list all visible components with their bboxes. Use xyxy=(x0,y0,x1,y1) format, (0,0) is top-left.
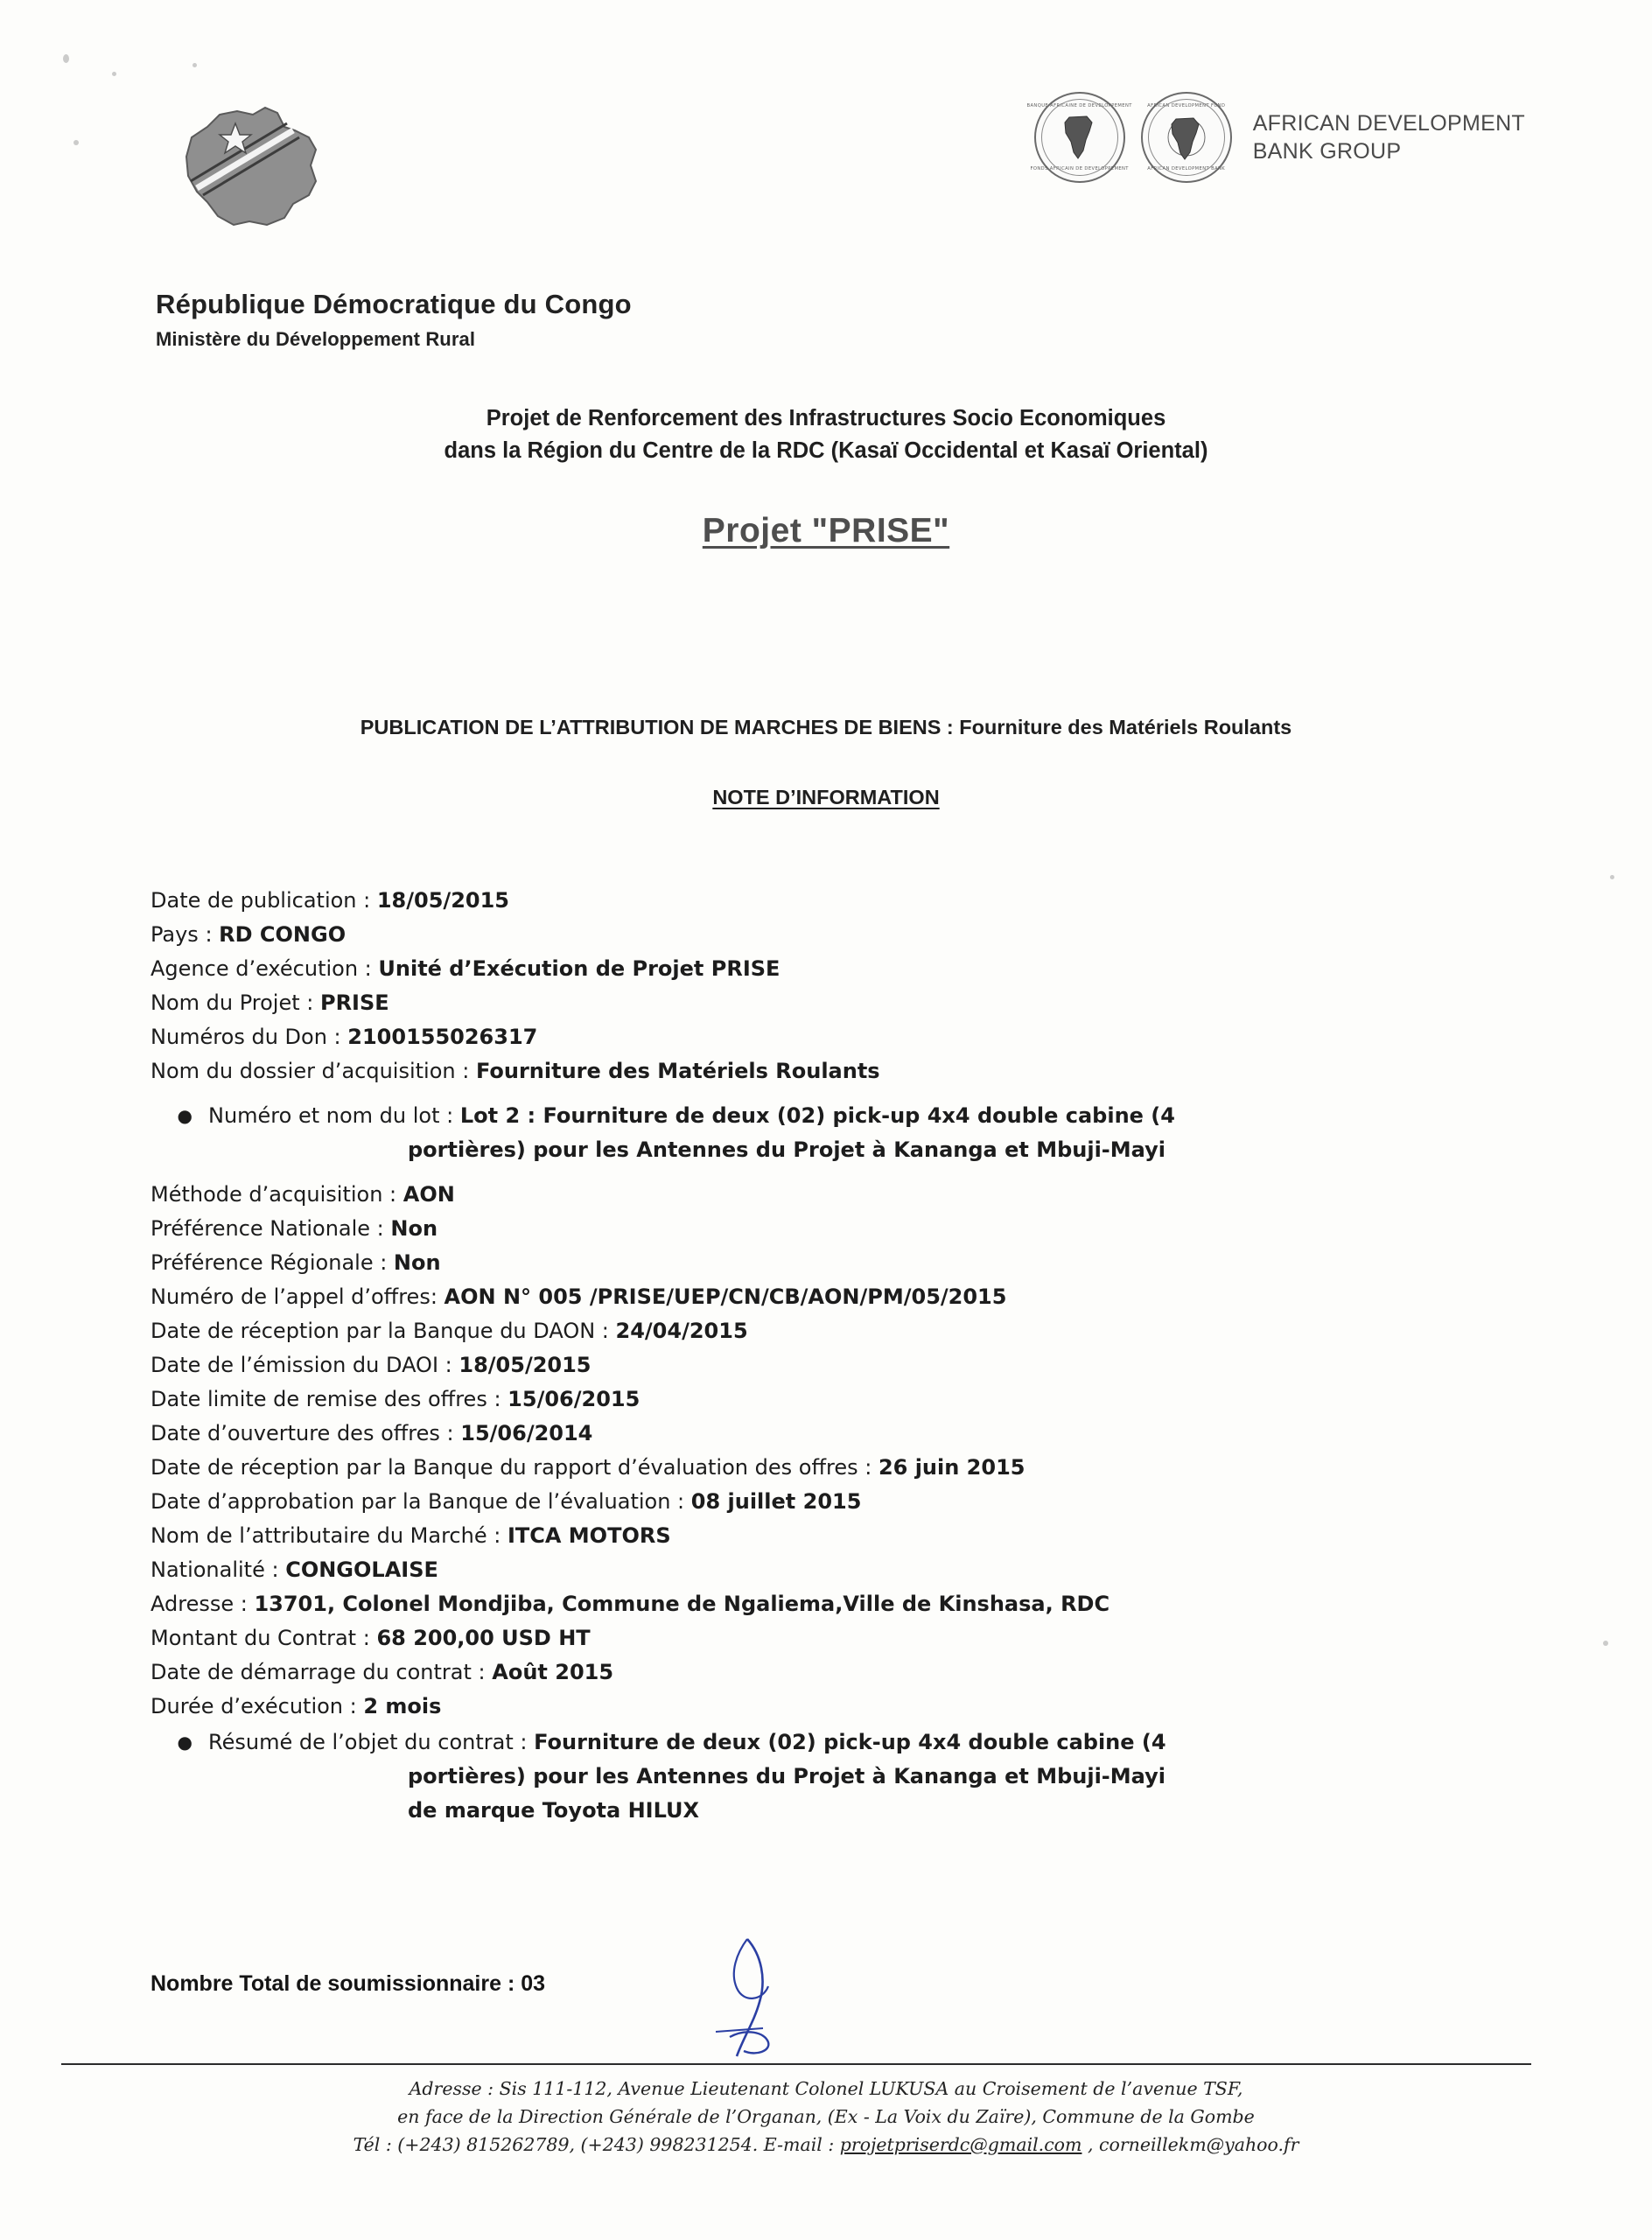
field-label: Agence d’exécution : xyxy=(150,956,379,981)
field-nom-dossier xyxy=(150,1054,1516,1088)
afdb-name-line2: BANK GROUP xyxy=(1252,139,1402,164)
field-label: Pays : xyxy=(150,922,220,947)
project-subtitle-line1: Projet de Renforcement des Infrastructures Socio Economiques xyxy=(486,406,1166,430)
field-date-limite-remise xyxy=(150,1382,1516,1417)
field-date-reception-rapport xyxy=(150,1451,1516,1485)
field-adresse xyxy=(150,1587,1516,1621)
field-label: Nom du Projet : xyxy=(150,990,320,1015)
field-label: Résumé de l’objet du contrat : xyxy=(208,1730,535,1754)
bullet-icon: ● xyxy=(177,1105,192,1126)
field-label: Date de réception par la Banque du rapport d’évaluation des offres : xyxy=(150,1455,878,1480)
afdb-seal-left-icon xyxy=(1026,92,1132,183)
seal-right-bottom-text: AFRICAN DEVELOPMENT BANK xyxy=(1147,166,1226,172)
field-value: AON N° 005 /PRISE/UEP/CN/CB/AON/PM/05/2015 xyxy=(444,1284,1007,1309)
field-date-approbation xyxy=(150,1485,1516,1519)
footer-address-line1: Adresse : Sis 111-112, Avenue Lieutenant Colonel LUKUSA au Croisement de l’avenue TSF, xyxy=(409,2078,1243,2099)
document-body xyxy=(150,884,1516,1838)
field-pays xyxy=(150,918,1516,952)
field-label: Numéros du Don : xyxy=(150,1025,348,1049)
field-montant-contrat xyxy=(150,1621,1516,1656)
publication-heading: PUBLICATION DE L’ATTRIBUTION DE MARCHES DE BIENS : Fourniture des Matériels Roulants xyxy=(360,716,1292,738)
afdb-name-line1: AFRICAN DEVELOPMENT xyxy=(1252,111,1525,136)
field-value: Fourniture de deux (02) pick-up 4x4 double cabine (4 xyxy=(534,1730,1166,1754)
field-value: RD CONGO xyxy=(219,922,346,947)
field-value: Fourniture des Matériels Roulants xyxy=(475,1059,880,1083)
field-agence-execution xyxy=(150,952,1516,986)
field-date-ouverture xyxy=(150,1417,1516,1451)
field-value: Non xyxy=(390,1216,438,1241)
scan-speckle xyxy=(192,63,197,67)
field-label: Date d’ouverture des offres : xyxy=(150,1421,461,1446)
africa-shape-icon xyxy=(1060,114,1099,161)
field-value: PRISE xyxy=(319,990,389,1015)
africa-globe-icon xyxy=(1167,114,1206,161)
field-methode-acquisition xyxy=(150,1178,1516,1212)
field-label: Nom du dossier d’acquisition : xyxy=(150,1059,476,1083)
footer-divider xyxy=(61,2063,1531,2065)
scan-speckle xyxy=(63,54,69,63)
footer-contact-line xyxy=(0,2132,1652,2160)
footer-email-1[interactable]: projetpriserdc@gmail.com xyxy=(839,2133,1082,2155)
field-label: Adresse : xyxy=(150,1592,255,1616)
seal-right-top-text: AFRICAN DEVELOPMENT FUND xyxy=(1147,103,1226,108)
afdb-name xyxy=(1253,109,1525,165)
field-value: 15/06/2014 xyxy=(460,1421,593,1446)
bullet-resume xyxy=(150,1726,1516,1828)
scan-speckle xyxy=(1610,875,1614,879)
field-value: 18/05/2015 xyxy=(376,888,509,913)
field-value: 08 juillet 2015 xyxy=(690,1489,862,1514)
drc-map-icon xyxy=(162,101,332,232)
country-title: République Démocratique du Congo xyxy=(156,289,632,319)
country-block xyxy=(156,289,632,351)
field-value: Non xyxy=(393,1250,441,1275)
field-date-publication xyxy=(150,884,1516,918)
field-preference-nationale xyxy=(150,1212,1516,1246)
field-value: 26 juin 2015 xyxy=(878,1455,1026,1480)
ministry-title: Ministère du Développement Rural xyxy=(156,328,476,350)
field-nom-projet xyxy=(150,986,1516,1020)
field-value: 15/06/2015 xyxy=(508,1387,640,1411)
handwritten-signature xyxy=(710,1934,824,2065)
field-label: Préférence Nationale : xyxy=(150,1216,391,1241)
bullet-lot xyxy=(150,1099,1516,1167)
field-value: 68 200,00 USD HT xyxy=(376,1626,591,1650)
field-numeros-don xyxy=(150,1020,1516,1054)
field-label: Date de démarrage du contrat : xyxy=(150,1660,493,1684)
afdb-logo-group xyxy=(1026,92,1525,183)
scan-speckle xyxy=(112,72,116,76)
field-label: Durée d’exécution : xyxy=(150,1694,364,1718)
bullet-resume-body xyxy=(208,1726,1516,1828)
field-value: 2 mois xyxy=(363,1694,442,1718)
field-label: Date de l’émission du DAOI : xyxy=(150,1353,459,1377)
field-duree-execution xyxy=(150,1690,1516,1724)
field-label: Préférence Régionale : xyxy=(150,1250,394,1275)
field-label: Date limite de remise des offres : xyxy=(150,1387,508,1411)
footer-phone-text: Tél : (+243) 815262789, (+243) 998231254. E-mail : xyxy=(353,2133,840,2155)
field-value: Lot 2 : Fourniture de deux (02) pick-up 4x4 double cabine (4 xyxy=(459,1103,1175,1128)
field-label: Date de réception par la Banque du DAON : xyxy=(150,1319,616,1343)
field-attributaire xyxy=(150,1519,1516,1553)
field-value: AON xyxy=(402,1182,455,1207)
afdb-seal-right-icon xyxy=(1141,92,1232,183)
field-value: 13701, Colonel Mondjiba, Commune de Ngaliema,Ville de Kinshasa, RDC xyxy=(254,1592,1110,1616)
field-value: Unité d’Exécution de Projet PRISE xyxy=(378,956,780,981)
field-value: 24/04/2015 xyxy=(615,1319,748,1343)
field-value: 18/05/2015 xyxy=(458,1353,592,1377)
field-value: ITCA MOTORS xyxy=(507,1523,671,1548)
project-subtitle xyxy=(0,402,1652,467)
field-numero-appel-offres xyxy=(150,1280,1516,1314)
field-value-continued: portières) pour les Antennes du Projet à Kananga et Mbuji-Mayi xyxy=(408,1138,1166,1162)
field-preference-regionale xyxy=(150,1246,1516,1280)
field-label: Nom de l’attributaire du Marché : xyxy=(150,1523,508,1548)
field-date-reception-daon xyxy=(150,1314,1516,1348)
bullet-lot-body xyxy=(208,1099,1516,1167)
field-label: Montant du Contrat : xyxy=(150,1626,377,1650)
field-value-continued: de marque Toyota HILUX xyxy=(408,1798,700,1823)
field-value: 2100155026317 xyxy=(347,1025,538,1049)
field-label: Numéro et nom du lot : xyxy=(208,1103,460,1128)
project-subtitle-line2: dans la Région du Centre de la RDC (Kasaï Occidental et Kasaï Oriental) xyxy=(444,438,1208,463)
field-date-emission-daoi xyxy=(150,1348,1516,1382)
field-label: Nationalité : xyxy=(150,1558,286,1582)
page-title: Projet "PRISE" xyxy=(702,512,950,550)
note-information-heading: NOTE D’INFORMATION xyxy=(712,786,940,808)
document-header xyxy=(0,83,1652,241)
field-value-continued: portières) pour les Antennes du Projet à Kananga et Mbuji-Mayi xyxy=(408,1764,1166,1788)
field-value: CONGOLAISE xyxy=(285,1558,438,1582)
field-label: Date de publication : xyxy=(150,888,377,913)
total-bidders-line: Nombre Total de soumissionnaire : 03 xyxy=(150,1971,546,1996)
document-footer xyxy=(0,2076,1652,2159)
footer-address-line2: en face de la Direction Générale de l’Organan, (Ex - La Voix du Zaïre), Commune de la Gombe xyxy=(397,2105,1255,2127)
bullet-icon: ● xyxy=(177,1732,192,1753)
scan-speckle xyxy=(1603,1641,1608,1646)
field-value: Août 2015 xyxy=(492,1660,614,1684)
seal-left-bottom-text: FONDS AFRICAIN DE DEVELOPPEMENT xyxy=(1030,166,1129,172)
field-label: Méthode d’acquisition : xyxy=(150,1182,403,1207)
field-label: Date d’approbation par la Banque de l’évaluation : xyxy=(150,1489,691,1514)
seal-left-top-text: BANQUE AFRICAINE DE DEVELOPPEMENT xyxy=(1026,103,1132,108)
footer-email-separator: , xyxy=(1082,2133,1100,2155)
field-label: Numéro de l’appel d’offres: xyxy=(150,1284,444,1309)
field-nationalite xyxy=(150,1553,1516,1587)
footer-email-2[interactable]: corneillekm@yahoo.fr xyxy=(1099,2133,1299,2155)
field-date-demarrage xyxy=(150,1656,1516,1690)
